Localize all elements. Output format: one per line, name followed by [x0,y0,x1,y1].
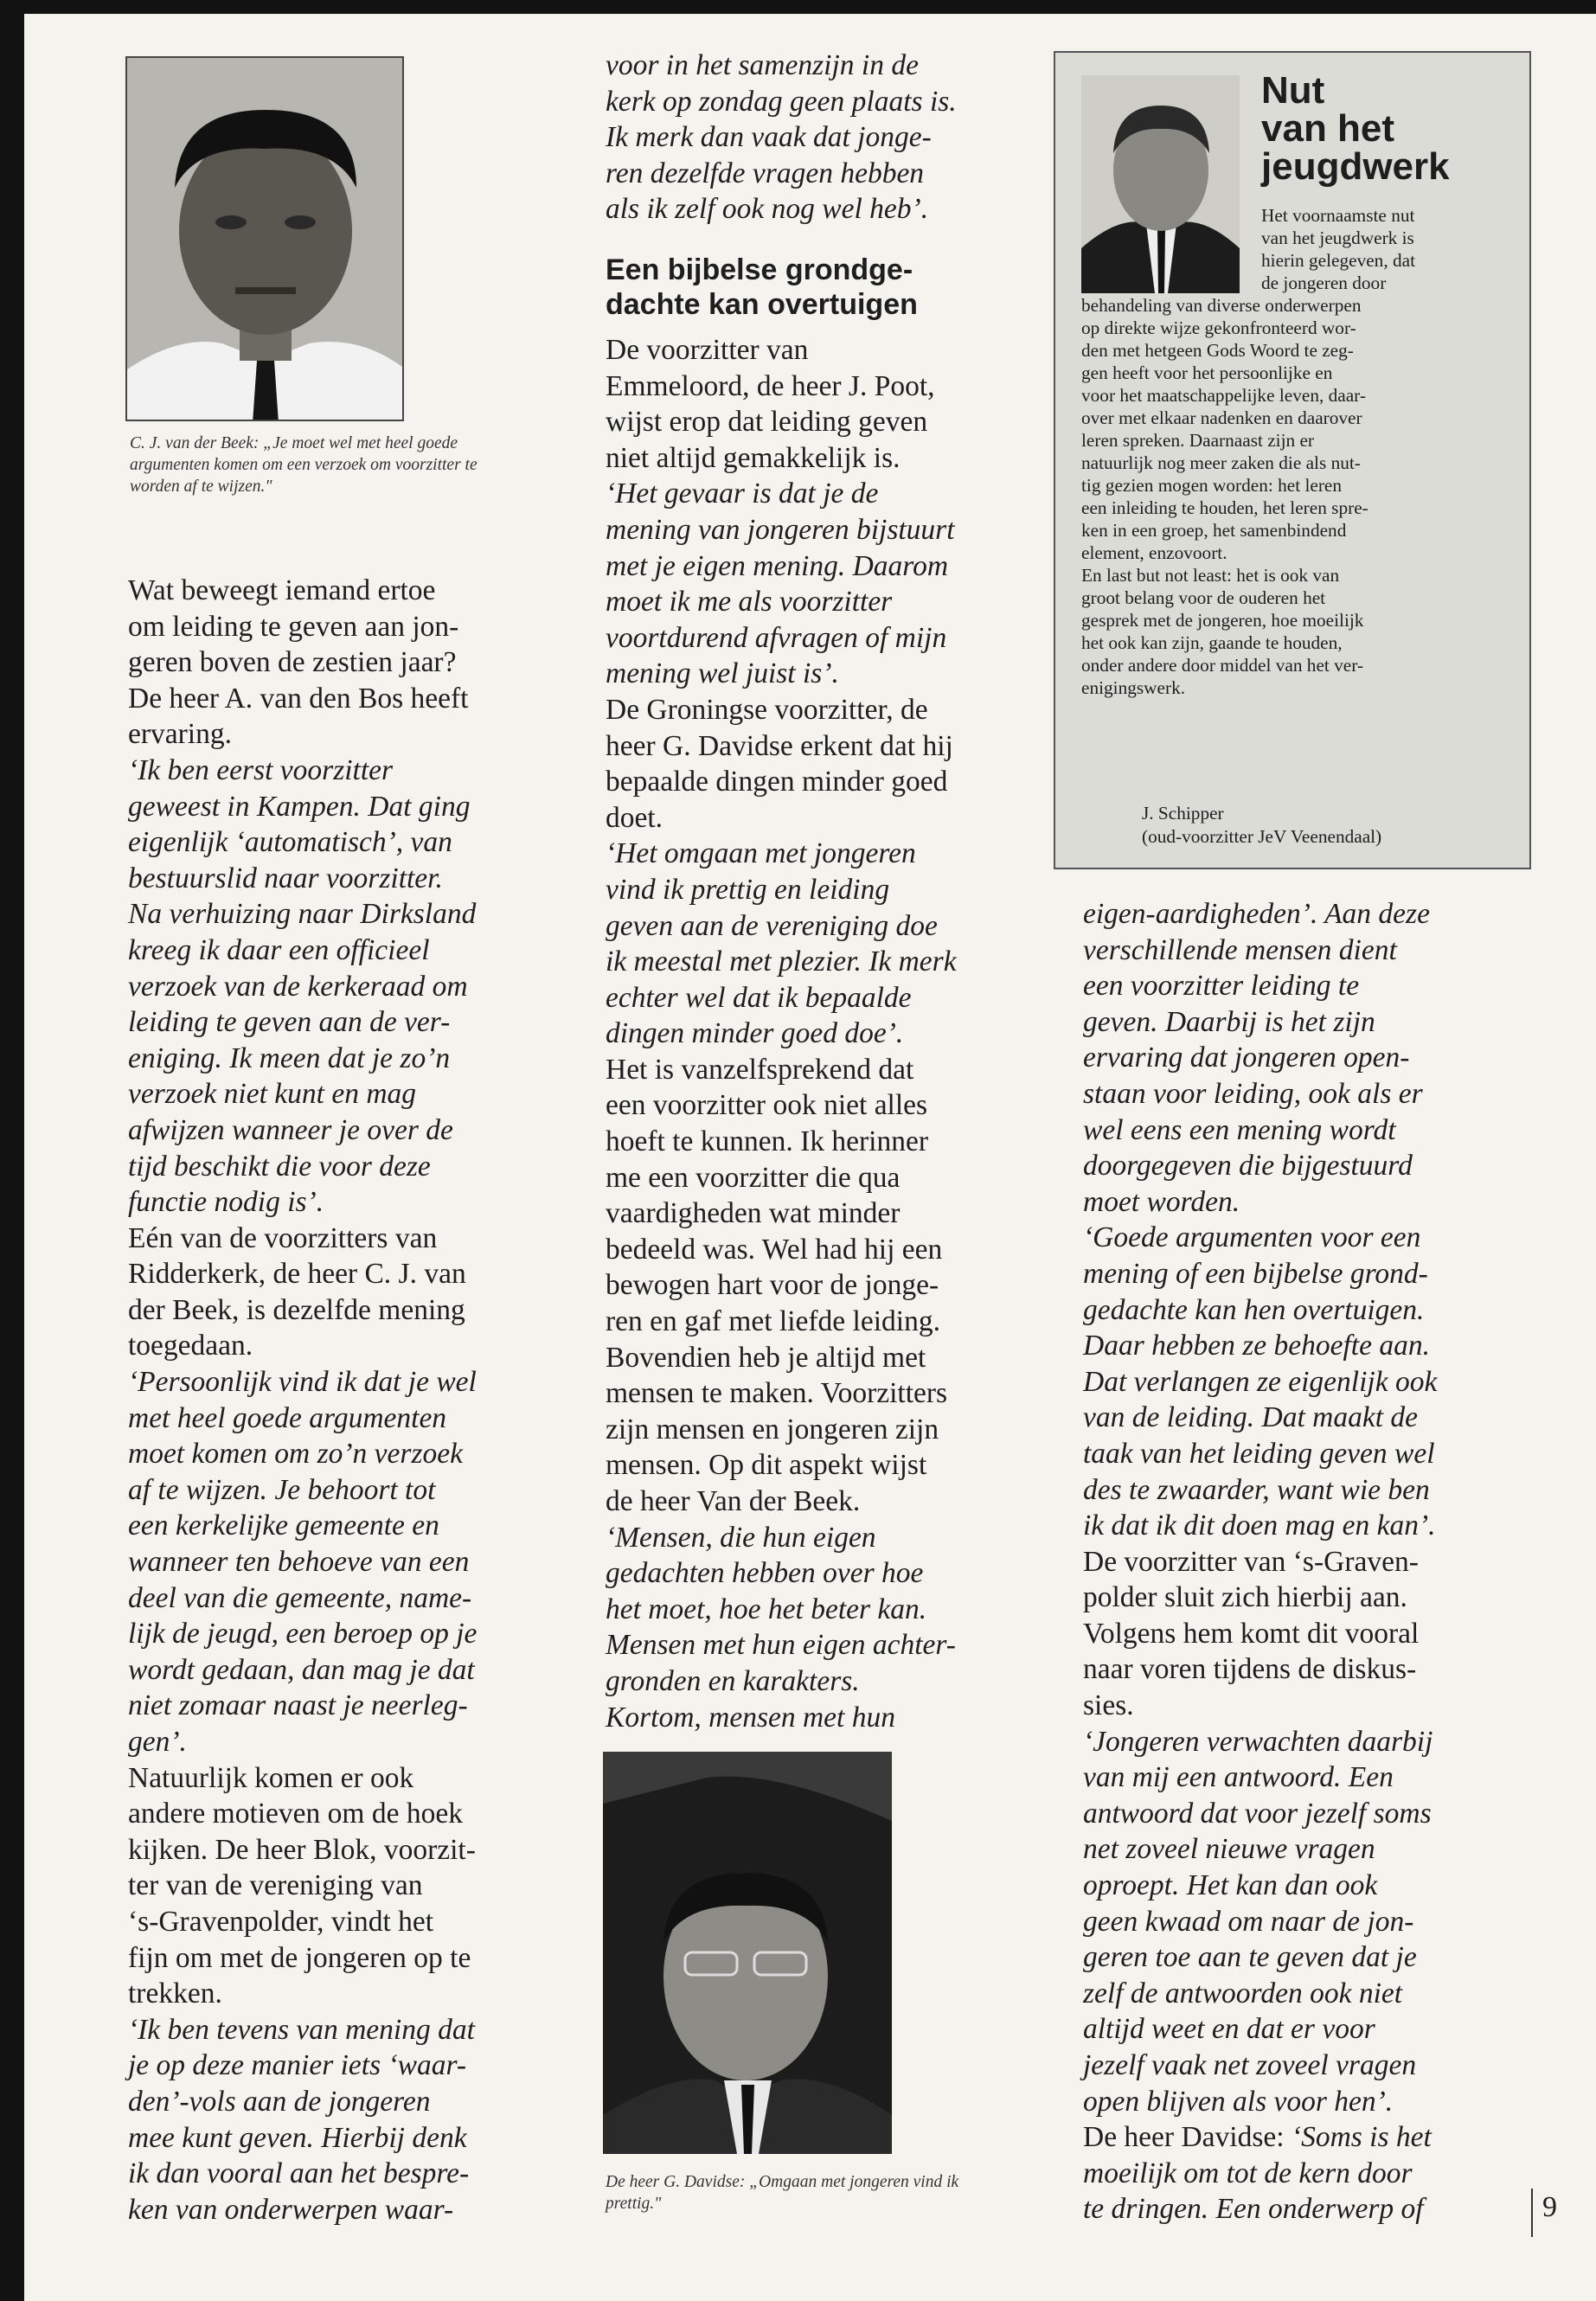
text-line: mening of een bijbelse grond- [1083,1257,1428,1290]
text-line: niet zomaar naast je neerleg- [128,1689,468,1722]
paragraph [128,1364,543,1760]
portrait-van-der-beek-image [127,58,404,421]
portrait-davidse-image [603,1752,892,2154]
text-line: des te zwaarder, want wie ben [1083,1473,1430,1506]
text-line: moet worden. [1083,1185,1240,1218]
sidebar-nut-van-het-jeugdwerk [1054,51,1531,869]
text-line: ‘Ik ben eerst voorzitter [128,753,394,786]
paragraph [606,1520,1029,1736]
text-line: Emmeloord, de heer J. Poot, [606,369,935,402]
text-line: gen’. [128,1726,187,1758]
paragraph [1083,1544,1516,1724]
text-line: toegedaan. [128,1330,253,1362]
paragraph [1081,294,1522,699]
photo-schipper [1081,75,1240,293]
text-line: geven. Daarbij is het zijn [1083,1005,1375,1038]
text-line: wijst erop dat leiding geven [606,406,928,439]
text-line: niet altijd gemakkelijk is. [606,441,901,474]
sidebar-title [1261,69,1521,188]
text-line: groot belang voor de ouderen het [1081,587,1326,608]
text-line: ‘Ik ben tevens van mening dat [128,2013,475,2046]
text-line: Volgens hem komt dit vooral [1083,1617,1420,1650]
text-line: der Beek, is dezelfde mening [128,1293,465,1326]
text-line: Een bijbelse grondge- [606,253,913,286]
text-line: gedachten hebben over hoe [606,1557,924,1590]
sidebar-title-line-3: jeugdwerk [1261,145,1450,188]
caption-davidse: De heer G. Davidse: „Omgaan met jongeren vind ik prettig." [606,2173,959,2213]
text-line: een voorzitter leiding te [1083,970,1360,1003]
text-line: vaardigheden wat minder [606,1197,901,1230]
paragraph [1083,896,1516,1544]
text-line: staan voor leiding, ook als er [1083,1077,1423,1110]
text-line: ‘Goede argumenten voor een [1083,1221,1421,1254]
text-line: mensen te maken. Voorzitters [606,1377,948,1410]
text-line: wanneer ten behoeve van een [128,1546,470,1579]
text-line: bestuurslid naar voorzitter. [128,862,443,894]
text-line: ik dat ik dit doen mag en kan’. [1083,1509,1436,1542]
page-edge-left [0,0,24,2301]
text-line: geven aan de vereniging doe [606,909,938,942]
text-line: moeilijk om tot de kern door [1083,2157,1413,2189]
text-line: ‘Jongeren verwachten daarbij [1083,1725,1433,1758]
text-line: Het is vanzelfsprekend dat [606,1053,914,1086]
text-line: voor in het samenzijn in de [606,49,919,81]
text-line: Kortom, mensen met hun [606,1701,895,1734]
text-line: ‘Het gevaar is dat je de [606,478,879,510]
text-line: bewogen hart voor de jonge- [606,1269,939,1302]
text-line: met heel goede argumenten [128,1401,447,1434]
text-line: gronden en karakters. [606,1664,860,1697]
page-edge-top [0,0,1596,14]
text-line: over met elkaar nadenken en daarover [1081,407,1362,428]
paragraph [606,332,1029,476]
text-line: eigen-aardigheden’. Aan deze [1083,898,1430,930]
photo-van-der-beek [125,56,404,421]
text-line: geen kwaad om naar de jon- [1083,1905,1414,1938]
text-line: En last but not least: het is ook van [1081,565,1340,586]
text-line: ‘s-Gravenpolder, vindt het [128,1905,434,1938]
text-line: lijk de jeugd, een beroep op je [128,1618,478,1650]
text-line: mensen. Op dit aspekt wijst [606,1449,927,1482]
text-line: wordt gedaan, dan mag je dat [128,1653,475,1686]
text-line: Mensen met hun eigen achter- [606,1629,956,1662]
text-line: deel van die gemeente, name- [128,1581,472,1614]
text-line: voor het maatschappelijke leven, daar- [1081,385,1366,406]
text-line: jezelf vaak net zoveel vragen [1083,2049,1417,2081]
text-line: gesprek met de jongeren, hoe moeilijk [1081,610,1364,631]
text-line: polder sluit zich hierbij aan. [1083,1581,1407,1614]
text-line: dachte kan overtuigen [606,288,918,321]
text-line: dingen minder goed doe’. [606,1017,904,1050]
paragraph [606,48,1029,228]
text-line: verzoek niet kunt en mag [128,1078,417,1111]
text-line: zijn mensen en jongeren zijn [606,1413,939,1445]
text-line: leren spreken. Daarnaast zijn er [1081,430,1315,451]
text-line: ik meestal met plezier. Ik merk [606,945,957,978]
paragraph [1083,2119,1516,2227]
text-line: de heer Van der Beek. [606,1485,861,1517]
text-line: element, enzovoort. [1081,542,1227,563]
text-line: mening wel juist is’. [606,657,839,690]
text-line: enigingswerk. [1081,677,1186,698]
text-line: Ridderkerk, de heer C. J. van [128,1258,466,1291]
text-line: een voorzitter ook niet alles [606,1089,928,1122]
text-line: kijken. De heer Blok, voorzit- [128,1833,476,1866]
text-line: tijd beschikt die voor deze [128,1150,431,1183]
text-line: van de leiding. Dat maakt de [1083,1401,1419,1434]
text-line: kreeg ik daar een officieel [128,933,430,966]
sidebar-signature: J. Schipper [1142,803,1224,824]
text-line: mening van jongeren bijstuurt [606,513,955,546]
text-line: trekken. [128,1977,222,2010]
text-line: taak van het leiding geven wel [1083,1437,1435,1470]
text-line: hoeft te kunnen. Ik herinner [606,1125,929,1158]
text-line: wel eens een mening wordt [1083,1113,1396,1146]
column-1 [128,573,543,2227]
text-line: met je eigen mening. Daarom [606,549,949,582]
paragraph [606,476,1029,692]
text-line: Ik merk dan vaak dat jonge- [606,121,932,154]
sidebar-line: de jongeren door [1261,272,1387,293]
text-line: altijd weet en dat er voor [1083,2013,1375,2046]
text-line: eigenlijk ‘automatisch’, van [128,826,452,859]
text-line: kerk op zondag geen plaats is. [606,85,957,118]
subhead-bijbelse-grondgedachte [606,253,1029,322]
text-line: open blijven als voor hen’. [1083,2085,1394,2118]
text-line: ken van onderwerpen waar- [128,2193,454,2226]
text-line: oproept. Het kan dan ook [1083,1869,1378,1902]
text-line: als ik zelf ook nog wel heb’. [606,193,929,226]
text-line: moet komen om zo’n verzoek [128,1438,463,1471]
text-line: geren toe aan te geven dat je [1083,1941,1417,1974]
paragraph [606,836,1029,1052]
text-line: fijn om met de jongeren op te [128,1941,471,1974]
text-line: Dat verlangen ze eigenlijk ook [1083,1365,1438,1398]
text-line: Daar hebben ze behoefte aan. [1083,1330,1430,1362]
paragraph [128,573,543,753]
text-line: ‘Soms is het [1291,2121,1432,2154]
text-line: antwoord dat voor jezelf soms [1083,1797,1432,1830]
photo-davidse [603,1752,892,2154]
text-line: van mij een antwoord. Een [1083,1761,1394,1794]
paragraph [606,1052,1029,1520]
text-line: Na verhuizing naar Dirksland [128,898,477,931]
text-line: te dringen. Een onderwerp of [1083,2193,1424,2226]
paragraph [128,1760,543,2012]
text-line: den met hetgeen Gods Woord te zeg- [1081,340,1354,361]
text-line: doorgegeven die bijgestuurd [1083,1150,1413,1183]
text-line: heer G. Davidse erkent dat hij [606,729,953,762]
column-2-subhead-block [606,253,1029,327]
text-line: geren boven de zestien jaar? [128,646,457,679]
sidebar-narrow-text [1261,204,1521,294]
text-line: behandeling van diverse onderwerpen [1081,295,1362,316]
sidebar-line: van het jeugdwerk is [1261,228,1414,248]
column-3 [1083,896,1516,2227]
text-line: eniging. Ik meen dat je zo’n [128,1042,451,1074]
page-number: 9 [1542,2191,1557,2223]
sidebar-line: Het voornaamste nut [1261,205,1415,226]
text-line: ‘Persoonlijk vind ik dat je wel [128,1366,477,1399]
text-line: De Groningse voorzitter, de [606,693,928,726]
text-line: leiding te geven aan de ver- [128,1006,451,1039]
text-line: ter van de vereniging van [128,1869,423,1902]
text-line: een inleiding te houden, het leren spre- [1081,497,1368,518]
text-line: om leiding te geven aan jon- [128,610,459,643]
text-line: voortdurend afvragen of mijn [606,621,947,654]
sidebar-title-line-1: Nut [1261,69,1325,112]
text-line: Natuurlijk komen er ook [128,1761,414,1794]
text-line: den’-vols aan de jongeren [128,2085,431,2118]
sidebar-line: hierin gelegeven, dat [1261,250,1415,271]
paragraph [606,253,1029,322]
text-line: onder andere door middel van het ver- [1081,655,1363,676]
text-line: op direkte wijze gekonfronteerd wor- [1081,317,1356,338]
text-line: De heer A. van den Bos heeft [128,682,469,715]
paragraph [128,1221,543,1364]
text-line: een kerkelijke gemeente en [128,1509,439,1542]
text-line: bepaalde dingen minder goed [606,766,948,798]
text-line: ervaring dat jongeren open- [1083,1042,1410,1074]
sidebar-signature-role: (oud-voorzitter JeV Veenendaal) [1142,826,1382,847]
column-2 [606,332,1029,1735]
text-line: ‘Mensen, die hun eigen [606,1521,876,1554]
text-line: ‘Het omgaan met jongeren [606,837,916,870]
paragraph [128,2012,543,2228]
page-number-rule [1531,2189,1533,2237]
text-line: functie nodig is’. [128,1186,324,1219]
sidebar-title-line-2: van het [1261,107,1395,150]
text-line: zelf de antwoorden ook niet [1083,1977,1403,2009]
caption-van-der-beek: C. J. van der Beek: „Je moet wel met heel goede argumenten komen om een verzoek om voorzitter te worden af te wijzen." [130,434,478,496]
text-line: echter wel dat ik bepaalde [606,981,912,1014]
text-line: naar voren tijdens de diskus- [1083,1653,1417,1686]
text-line: tig gezien mogen worden: het leren [1081,475,1343,496]
sidebar-wide-text [1081,294,1522,699]
text-line: andere motieven om de hoek [128,1798,463,1830]
text-line: gedachte kan hen overtuigen. [1083,1293,1425,1326]
column-2-top [606,48,1029,228]
paragraph [1083,1724,1516,2120]
text-line: het moet, hoe het beter kan. [606,1593,927,1625]
text-line: natuurlijk nog meer zaken die als nut- [1081,452,1361,473]
text-line: ervaring. [128,718,232,751]
text-line: Wat beweegt iemand ertoe [128,574,436,606]
text-line: vind ik prettig en leiding [606,873,890,906]
text-line: mee kunt geven. Hierbij denk [128,2121,467,2154]
text-line: doet. [606,801,663,834]
sidebar-text [1261,204,1521,294]
text-line: ken in een groep, het samenbindend [1081,520,1347,541]
paragraph-lead: De heer Davidse: [1083,2121,1292,2154]
text-line: bedeeld was. Wel had hij een [606,1233,943,1266]
text-line: me een voorzitter die qua [606,1161,901,1194]
paragraph [606,692,1029,836]
text-line: afwijzen wanneer je over de [128,1113,453,1146]
text-line: sies. [1083,1689,1134,1722]
text-line: De voorzitter van [606,334,809,366]
text-line: Bovendien heb je altijd met [606,1341,926,1374]
text-line: gen heeft voor het persoonlijke en [1081,362,1333,383]
text-line: moet ik me als voorzitter [606,586,893,619]
text-line: het ook kan zijn, gaande te houden, [1081,632,1343,653]
text-line: ik dan vooral aan het bespre- [128,2157,470,2190]
text-line: De voorzitter van ‘s-Graven- [1083,1545,1419,1578]
text-line: net zoveel nieuwe vragen [1083,1833,1375,1866]
text-line: verzoek van de kerkeraad om [128,970,468,1003]
text-line: af te wijzen. Je behoort tot [128,1473,436,1506]
text-line: Eén van de voorzitters van [128,1221,438,1254]
text-line: ren en gaf met liefde leiding. [606,1305,940,1338]
text-line: verschillende mensen dient [1083,933,1397,966]
text-line: geweest in Kampen. Dat ging [128,790,471,823]
text-line: je op deze manier iets ‘waar- [128,2049,467,2082]
portrait-schipper-image [1081,75,1240,293]
paragraph [128,753,543,1221]
text-line: ren dezelfde vragen hebben [606,157,925,189]
